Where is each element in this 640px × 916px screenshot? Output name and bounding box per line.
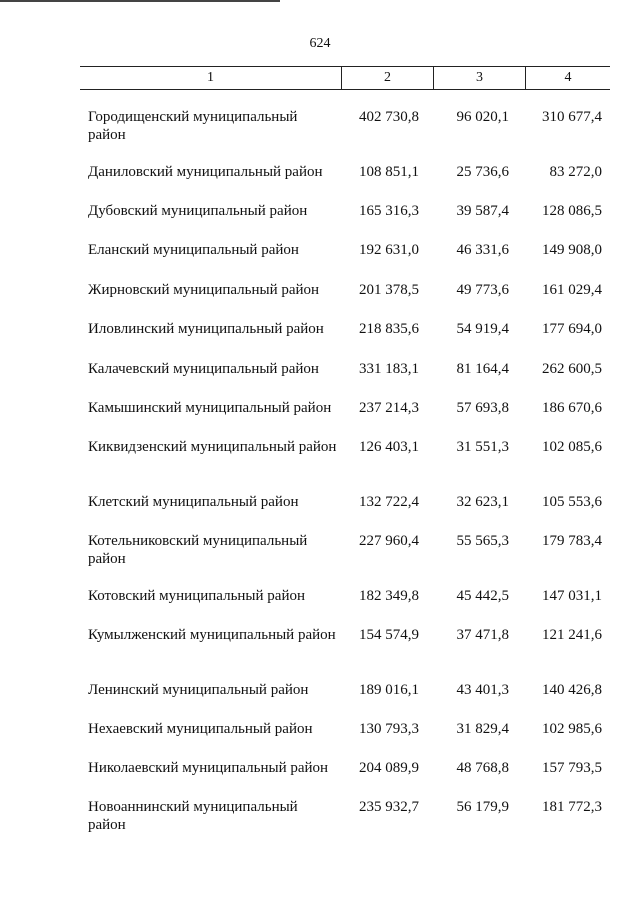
district-name: Жирновский муниципальный район [88, 282, 320, 298]
value-col-3: 81 164,4 [456, 361, 509, 377]
value-col-2: 218 835,6 [359, 321, 419, 337]
value-col-2: 108 851,1 [359, 164, 419, 180]
column-header-4: 4 [564, 70, 572, 85]
value-col-3: 37 471,8 [456, 627, 509, 643]
district-name: Клетский муниципальный район [88, 494, 299, 510]
district-name: Нехаевский муниципальный район [88, 721, 313, 737]
value-col-4: 140 426,8 [542, 682, 602, 698]
value-col-4: 147 031,1 [542, 588, 602, 604]
value-col-2: 130 793,3 [359, 721, 419, 737]
column-header-2: 2 [342, 67, 434, 89]
district-name: Кумылженский муниципальный район [88, 627, 336, 643]
value-col-3: 48 768,8 [456, 760, 509, 776]
value-col-3: 43 401,3 [456, 682, 509, 698]
value-col-4: 262 600,5 [542, 361, 602, 377]
district-name: Калачевский муниципальный район [88, 361, 319, 377]
value-col-2: 165 316,3 [359, 203, 419, 219]
value-col-4: 149 908,0 [542, 242, 602, 258]
value-col-2: 126 403,1 [359, 439, 419, 455]
column-header-1: 1 [80, 67, 342, 89]
scan-edge-line [0, 0, 280, 2]
district-name: Новоаннинский муниципальный район [88, 799, 298, 833]
value-col-2: 132 722,4 [359, 494, 419, 510]
value-col-2: 182 349,8 [359, 588, 419, 604]
value-col-3: 49 773,6 [456, 282, 509, 298]
district-name: Даниловский муниципальный район [88, 164, 323, 180]
district-name: Ленинский муниципальный район [88, 682, 309, 698]
value-col-2: 237 214,3 [359, 400, 419, 416]
page-number: 624 [309, 36, 331, 51]
value-col-3: 31 829,4 [456, 721, 509, 737]
value-col-2: 227 960,4 [359, 533, 419, 549]
value-col-4: 310 677,4 [542, 109, 602, 125]
value-col-3: 46 331,6 [456, 242, 509, 258]
value-col-4: 186 670,6 [542, 400, 602, 416]
value-col-2: 192 631,0 [359, 242, 419, 258]
value-col-3: 57 693,8 [456, 400, 509, 416]
district-name: Иловлинский муниципальный район [88, 321, 324, 337]
value-col-2: 235 932,7 [359, 799, 419, 815]
value-col-4: 181 772,3 [542, 799, 602, 815]
value-col-2: 201 378,5 [359, 282, 419, 298]
value-col-2: 402 730,8 [359, 109, 419, 125]
value-col-4: 157 793,5 [542, 760, 602, 776]
value-col-2: 331 183,1 [359, 361, 419, 377]
value-col-3: 31 551,3 [456, 439, 509, 455]
district-name: Городищенский муниципальный район [88, 109, 298, 143]
value-col-3: 32 623,1 [456, 494, 509, 510]
value-col-4: 121 241,6 [542, 627, 602, 643]
district-name: Котельниковский муниципальный район [88, 533, 308, 567]
value-col-4: 161 029,4 [542, 282, 602, 298]
district-name: Киквидзенский муниципальный район [88, 439, 337, 455]
column-header-3: 3 [434, 67, 526, 89]
table-header [80, 66, 610, 90]
value-col-4: 177 694,0 [542, 321, 602, 337]
value-col-3: 56 179,9 [456, 799, 509, 815]
value-col-4: 128 086,5 [542, 203, 602, 219]
value-col-4: 105 553,6 [542, 494, 602, 510]
value-col-3: 39 587,4 [456, 203, 509, 219]
value-col-3: 55 565,3 [456, 533, 509, 549]
value-col-3: 25 736,6 [456, 164, 509, 180]
value-col-3: 54 919,4 [456, 321, 509, 337]
value-col-4: 179 783,4 [542, 533, 602, 549]
value-col-4: 102 985,6 [542, 721, 602, 737]
value-col-4: 102 085,6 [542, 439, 602, 455]
value-col-4: 83 272,0 [549, 164, 602, 180]
district-name: Дубовский муниципальный район [88, 203, 308, 219]
district-name: Камышинский муниципальный район [88, 400, 332, 416]
value-col-3: 96 020,1 [456, 109, 509, 125]
value-col-3: 45 442,5 [456, 588, 509, 604]
value-col-2: 204 089,9 [359, 760, 419, 776]
district-name: Котовский муниципальный район [88, 588, 306, 604]
district-name: Еланский муниципальный район [88, 242, 299, 258]
district-name: Николаевский муниципальный район [88, 760, 329, 776]
value-col-2: 154 574,9 [359, 627, 419, 643]
value-col-2: 189 016,1 [359, 682, 419, 698]
